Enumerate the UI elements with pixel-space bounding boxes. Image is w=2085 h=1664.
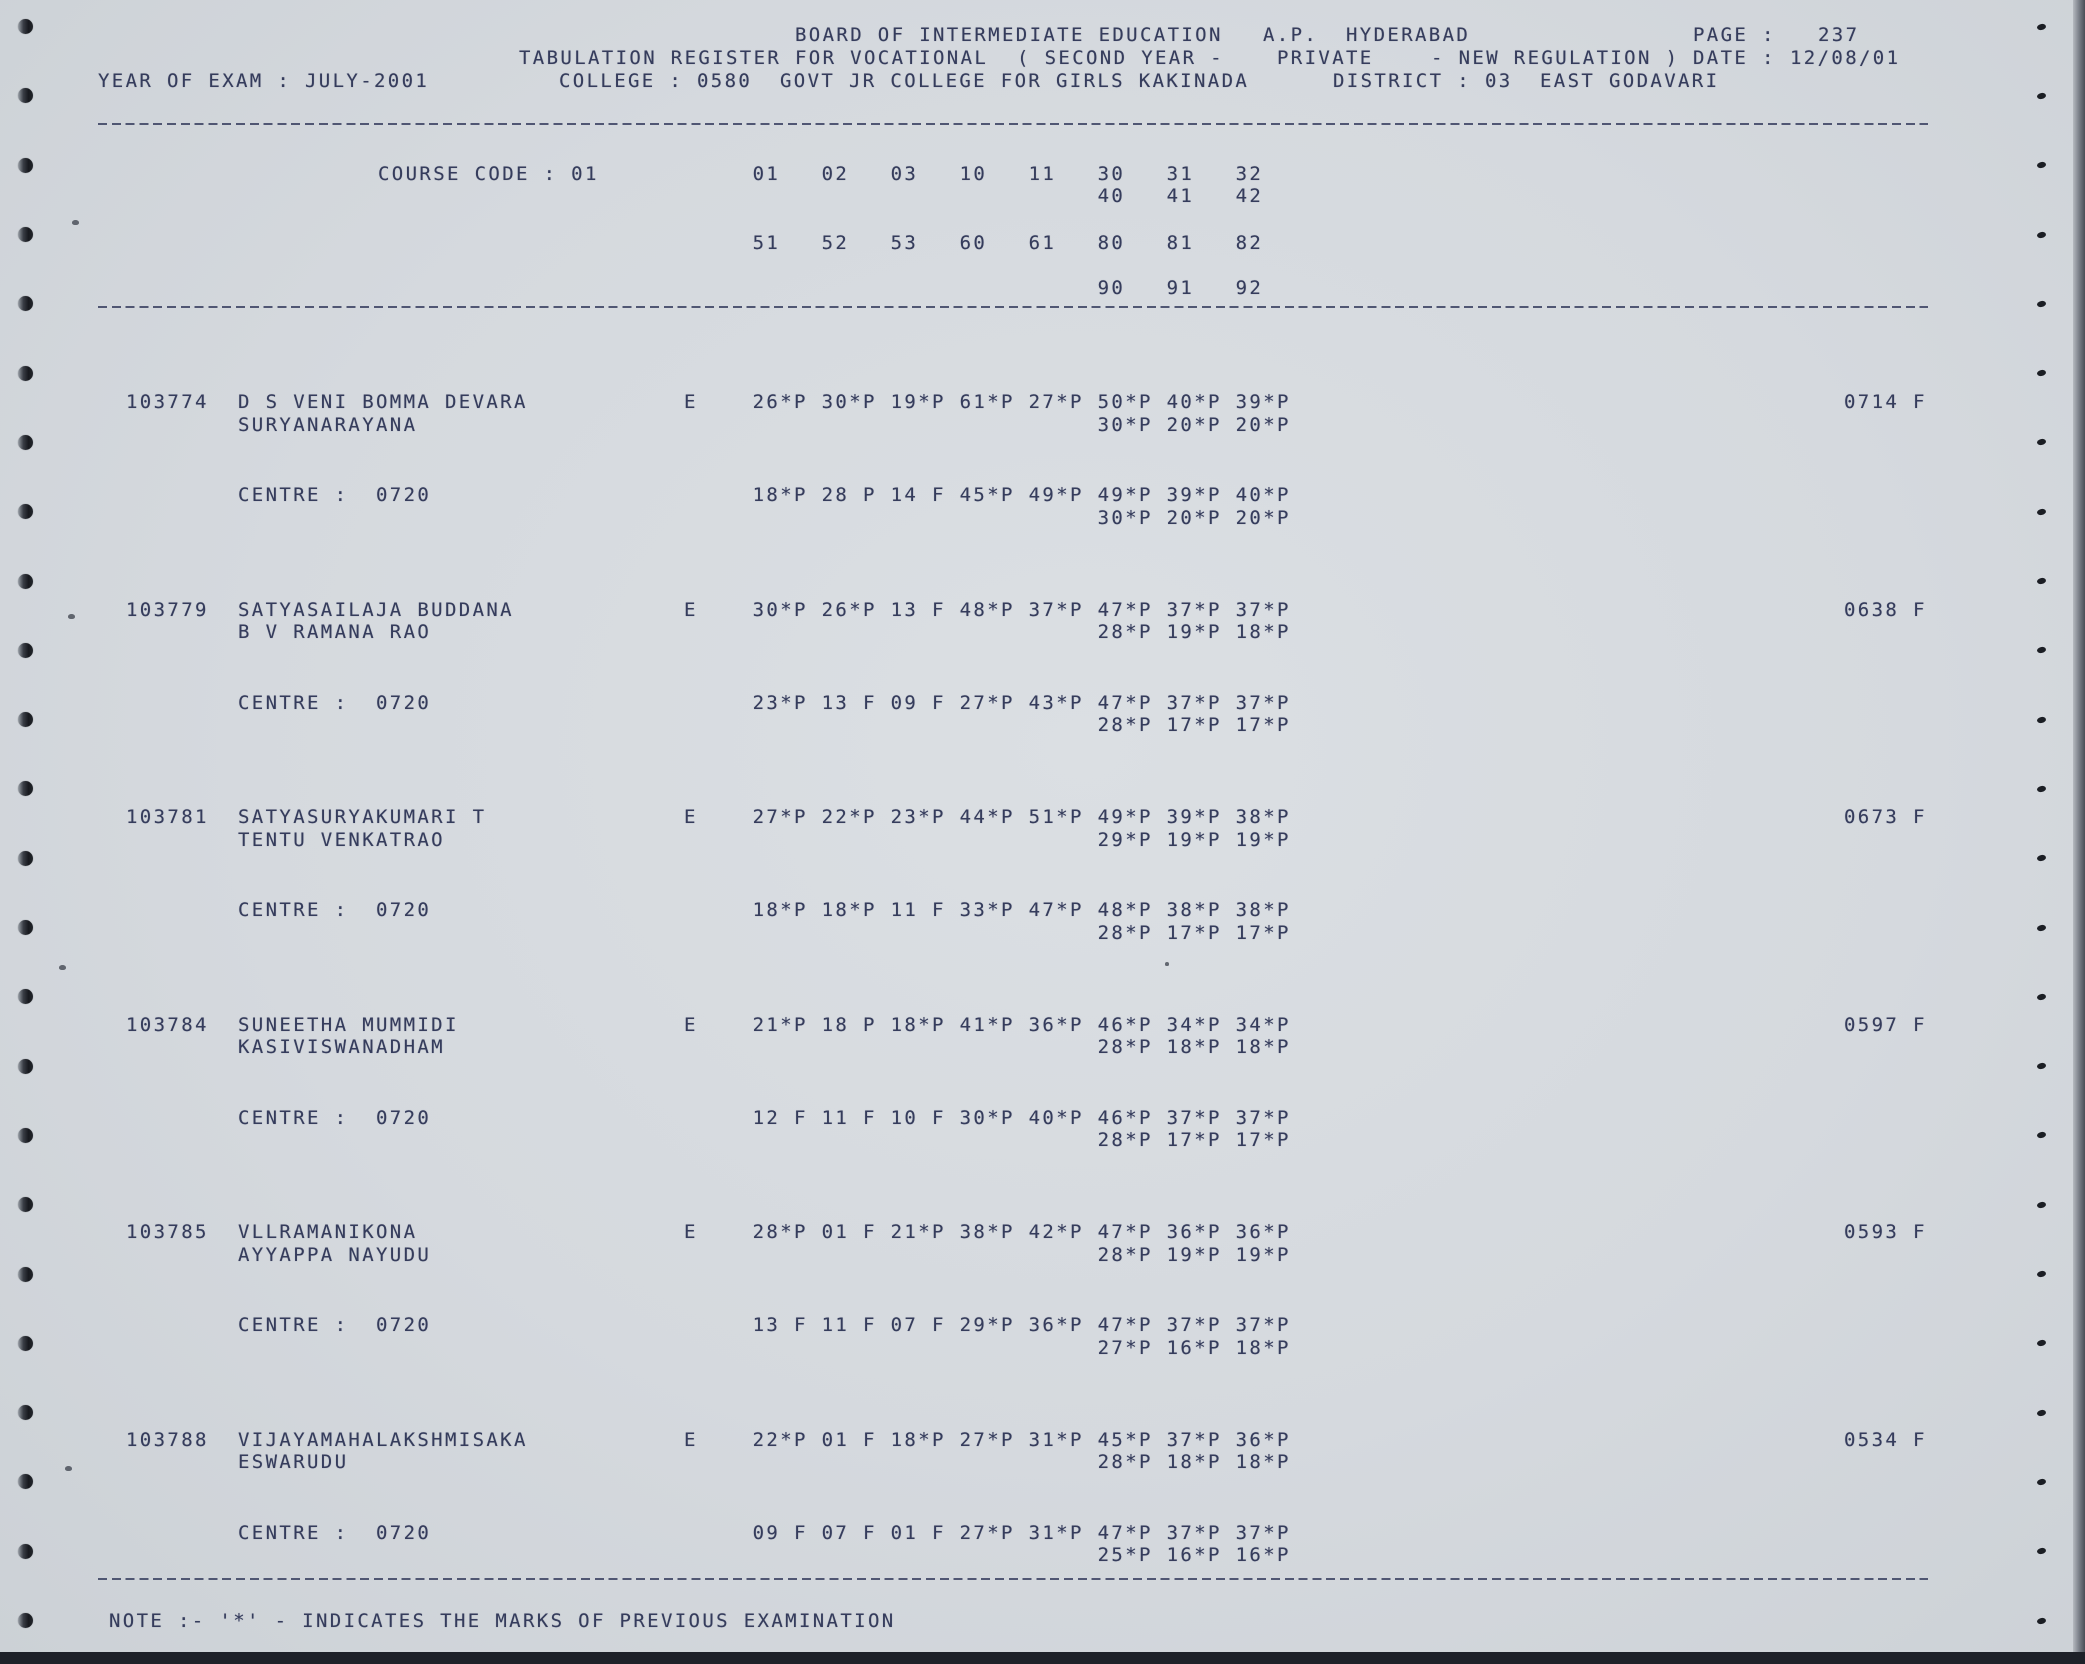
- page-number: 237: [1818, 24, 1860, 46]
- college-code: 0580: [697, 70, 753, 92]
- mark-cell: 30*P: [821, 391, 877, 413]
- mark-cell: 37*P: [1166, 1314, 1222, 1337]
- tractor-hole: [18, 366, 33, 381]
- mark-cell: 38*P: [959, 1221, 1015, 1243]
- mark-cell: 28*P: [1097, 1451, 1153, 1474]
- mark-cell: 44*P: [959, 806, 1015, 828]
- tractor-hole: [18, 1197, 33, 1212]
- total-marks: 0534: [1844, 1428, 1900, 1451]
- mark-cell: 41*P: [959, 1013, 1015, 1036]
- candidate-name-line: SUNEETHA MUMMIDI: [238, 1013, 459, 1036]
- subject-code: 01: [752, 163, 781, 185]
- mark-cell: 20*P: [1166, 506, 1222, 529]
- mark-cell: 18*P: [1235, 1036, 1291, 1059]
- dashed-divider: [98, 306, 1928, 308]
- mark-cell: 30*P: [959, 1106, 1015, 1129]
- result-code: F: [1913, 806, 1927, 828]
- mark-cell: 27*P: [1028, 391, 1084, 413]
- college-name: GOVT JR COLLEGE FOR GIRLS KAKINADA: [780, 70, 1250, 92]
- feed-mark: [2036, 161, 2046, 169]
- mark-cell: 18*P: [752, 899, 808, 922]
- mark-cell: 38*P: [1235, 899, 1291, 922]
- total-marks: 0593: [1844, 1221, 1900, 1243]
- mark-cell: 40*P: [1028, 1106, 1084, 1129]
- subject-code: 92: [1235, 277, 1264, 299]
- result-code: F: [1913, 1013, 1927, 1036]
- mark-cell: 45*P: [959, 484, 1015, 507]
- board-title: BOARD OF INTERMEDIATE EDUCATION: [795, 24, 1223, 46]
- paper-right-edge: [2073, 0, 2085, 1664]
- mark-cell: 49*P: [1097, 806, 1153, 828]
- subject-code: 51: [752, 232, 781, 254]
- result-code: F: [1913, 598, 1927, 621]
- subject-code: 31: [1166, 163, 1195, 185]
- mark-cell: 49*P: [1097, 484, 1153, 507]
- feed-mark: [2036, 1409, 2046, 1417]
- subject-code: 03: [890, 163, 919, 185]
- mark-cell: 23*P: [752, 691, 808, 714]
- mark-cell: 01 F: [821, 1428, 877, 1451]
- candidate-name-line: SATYASAILAJA BUDDANA: [238, 598, 514, 621]
- mark-cell: 28*P: [752, 1221, 808, 1243]
- category-code: E: [684, 598, 698, 621]
- mark-cell: 40*P: [1235, 484, 1291, 507]
- mark-cell: 18*P: [1235, 621, 1291, 644]
- category-code: E: [684, 1221, 698, 1243]
- mark-cell: 37*P: [1166, 1428, 1222, 1451]
- candidate-name-line: ESWARUDU: [238, 1451, 349, 1474]
- city-name: HYDERABAD: [1346, 24, 1471, 46]
- mark-cell: 19*P: [890, 391, 946, 413]
- mark-cell: 28*P: [1097, 921, 1153, 944]
- mark-cell: 17*P: [1235, 921, 1291, 944]
- mark-cell: 17*P: [1166, 714, 1222, 737]
- mark-cell: 21*P: [890, 1221, 946, 1243]
- mark-cell: 27*P: [959, 1521, 1015, 1544]
- centre-code: 0720: [376, 899, 432, 922]
- subject-code: 52: [821, 232, 850, 254]
- feed-mark: [2036, 785, 2046, 793]
- feed-mark: [2036, 1617, 2046, 1625]
- mark-cell: 28*P: [1097, 621, 1153, 644]
- subject-code: 02: [821, 163, 850, 185]
- mark-cell: 17*P: [1235, 714, 1291, 737]
- centre-code: 0720: [376, 1106, 432, 1129]
- mark-cell: 09 F: [752, 1521, 808, 1544]
- centre-code: 0720: [376, 1314, 432, 1337]
- tractor-hole: [18, 19, 33, 34]
- mark-cell: 11 F: [821, 1314, 877, 1337]
- feed-mark: [2036, 993, 2046, 1001]
- exam-year: JULY-2001: [305, 70, 430, 92]
- candidate-name-line: KASIVISWANADHAM: [238, 1036, 445, 1059]
- mark-cell: 37*P: [1235, 1106, 1291, 1129]
- tractor-hole: [18, 88, 33, 103]
- mark-cell: 37*P: [1166, 1521, 1222, 1544]
- candidate-name-line: SATYASURYAKUMARI T: [238, 806, 487, 828]
- mark-cell: 01 F: [821, 1221, 877, 1243]
- mark-cell: 21*P: [752, 1013, 808, 1036]
- mark-cell: 47*P: [1097, 1221, 1153, 1243]
- candidate-id: 103785: [126, 1221, 209, 1243]
- centre-label: CENTRE :: [238, 1521, 349, 1544]
- centre-code: 0720: [376, 691, 432, 714]
- total-marks: 0714: [1844, 391, 1900, 413]
- mark-cell: 18 P: [821, 1013, 877, 1036]
- candidate-name-line: TENTU VENKATRAO: [238, 828, 445, 851]
- mark-cell: 37*P: [1235, 691, 1291, 714]
- mark-cell: 27*P: [959, 1428, 1015, 1451]
- candidate-name-line: VLLRAMANIKONA: [238, 1221, 418, 1243]
- mark-cell: 13 F: [821, 691, 877, 714]
- district-code: 03: [1485, 70, 1513, 92]
- mark-cell: 11 F: [890, 899, 946, 922]
- mark-cell: 37*P: [1235, 598, 1291, 621]
- mark-cell: 22*P: [752, 1428, 808, 1451]
- mark-cell: 31*P: [1028, 1521, 1084, 1544]
- feed-mark: [2036, 1201, 2046, 1209]
- subject-code: 80: [1097, 232, 1126, 254]
- mark-cell: 39*P: [1235, 391, 1291, 413]
- mark-cell: 51*P: [1028, 806, 1084, 828]
- subject-code: 32: [1235, 163, 1264, 185]
- scanner-bottom-edge: [0, 1652, 2085, 1664]
- mark-cell: 07 F: [821, 1521, 877, 1544]
- tractor-hole: [18, 989, 33, 1004]
- candidate-name-line: B V RAMANA RAO: [238, 621, 432, 644]
- candidate-id: 103784: [126, 1013, 209, 1036]
- mark-cell: 48*P: [959, 598, 1015, 621]
- mark-cell: 43*P: [1028, 691, 1084, 714]
- subject-code: 61: [1028, 232, 1057, 254]
- candidate-record: [0, 807, 2085, 947]
- mark-cell: 17*P: [1235, 1129, 1291, 1152]
- mark-cell: 19*P: [1166, 621, 1222, 644]
- mark-cell: 48*P: [1097, 899, 1153, 922]
- candidate-record: [0, 392, 2085, 532]
- mark-cell: 13 F: [752, 1314, 808, 1337]
- mark-cell: 36*P: [1235, 1428, 1291, 1451]
- candidate-type: PRIVATE: [1277, 47, 1374, 69]
- mark-cell: 01 F: [890, 1521, 946, 1544]
- result-code: F: [1913, 1428, 1927, 1451]
- tractor-hole: [18, 1613, 33, 1628]
- page-label: PAGE :: [1693, 24, 1776, 46]
- mark-cell: 11 F: [821, 1106, 877, 1129]
- mark-cell: 23*P: [890, 806, 946, 828]
- mark-cell: 47*P: [1097, 598, 1153, 621]
- mark-cell: 26*P: [752, 391, 808, 413]
- mark-cell: 47*P: [1097, 1521, 1153, 1544]
- candidate-name-line: VIJAYAMAHALAKSHMISAKA: [238, 1428, 528, 1451]
- subject-code: 40: [1097, 185, 1126, 207]
- mark-cell: 36*P: [1028, 1013, 1084, 1036]
- mark-cell: 27*P: [959, 691, 1015, 714]
- mark-cell: 13 F: [890, 598, 946, 621]
- mark-cell: 18*P: [752, 484, 808, 507]
- subject-code: 82: [1235, 232, 1264, 254]
- state-code: A.P.: [1263, 24, 1319, 46]
- mark-cell: 18*P: [821, 899, 877, 922]
- district-name: EAST GODAVARI: [1540, 70, 1720, 92]
- mark-cell: 37*P: [1235, 1521, 1291, 1544]
- print-date: 12/08/01: [1790, 47, 1901, 69]
- mark-cell: 61*P: [959, 391, 1015, 413]
- category-code: E: [684, 391, 698, 413]
- candidate-name-line: SURYANARAYANA: [238, 413, 418, 436]
- feed-mark: [2036, 369, 2046, 377]
- centre-code: 0720: [376, 484, 432, 507]
- mark-cell: 36*P: [1235, 1221, 1291, 1243]
- centre-label: CENTRE :: [238, 1314, 349, 1337]
- candidate-id: 103781: [126, 806, 209, 828]
- category-code: E: [684, 1013, 698, 1036]
- mark-cell: 45*P: [1097, 1428, 1153, 1451]
- mark-cell: 29*P: [959, 1314, 1015, 1337]
- category-code: E: [684, 1428, 698, 1451]
- feed-mark: [2036, 300, 2046, 308]
- speck: [1165, 962, 1169, 966]
- feed-mark: [2036, 23, 2046, 31]
- mark-cell: 18*P: [890, 1428, 946, 1451]
- mark-cell: 47*P: [1097, 1314, 1153, 1337]
- mark-cell: 19*P: [1235, 1243, 1291, 1266]
- mark-cell: 46*P: [1097, 1013, 1153, 1036]
- tractor-hole: [18, 574, 33, 589]
- regulation: - NEW REGULATION ): [1431, 47, 1680, 69]
- subject-code: 53: [890, 232, 919, 254]
- feed-mark: [2036, 577, 2046, 585]
- mark-cell: 19*P: [1166, 828, 1222, 851]
- candidate-record: [0, 600, 2085, 740]
- mark-cell: 36*P: [1028, 1314, 1084, 1337]
- mark-cell: 18*P: [1166, 1451, 1222, 1474]
- total-marks: 0597: [1844, 1013, 1900, 1036]
- mark-cell: 14 F: [890, 484, 946, 507]
- mark-cell: 40*P: [1166, 391, 1222, 413]
- result-code: F: [1913, 391, 1927, 413]
- mark-cell: 19*P: [1235, 828, 1291, 851]
- subject-code: 10: [959, 163, 988, 185]
- mark-cell: 18*P: [1166, 1036, 1222, 1059]
- candidate-id: 103774: [126, 391, 209, 413]
- mark-cell: 28 P: [821, 484, 877, 507]
- mark-cell: 27*P: [752, 806, 808, 828]
- feed-mark: [2036, 92, 2046, 100]
- centre-label: CENTRE :: [238, 899, 349, 922]
- mark-cell: 39*P: [1166, 484, 1222, 507]
- subject-code: 91: [1166, 277, 1195, 299]
- subject-code: 41: [1166, 185, 1195, 207]
- centre-label: CENTRE :: [238, 484, 349, 507]
- candidate-id: 103779: [126, 598, 209, 621]
- mark-cell: 17*P: [1166, 921, 1222, 944]
- mark-cell: 39*P: [1166, 806, 1222, 828]
- year-part: ( SECOND YEAR -: [1017, 47, 1224, 69]
- mark-cell: 49*P: [1028, 484, 1084, 507]
- course-code-label: COURSE CODE : 01: [378, 163, 599, 185]
- mark-cell: 18*P: [1235, 1451, 1291, 1474]
- mark-cell: 20*P: [1166, 413, 1222, 436]
- mark-cell: 17*P: [1166, 1129, 1222, 1152]
- category-code: E: [684, 806, 698, 828]
- mark-cell: 50*P: [1097, 391, 1153, 413]
- mark-cell: 18*P: [890, 1013, 946, 1036]
- centre-code: 0720: [376, 1521, 432, 1544]
- footer-note: NOTE :- '*' - INDICATES THE MARKS OF PREVIOUS EXAMINATION: [109, 1610, 896, 1632]
- mark-cell: 16*P: [1166, 1336, 1222, 1359]
- mark-cell: 30*P: [752, 598, 808, 621]
- candidate-record: [0, 1222, 2085, 1362]
- mark-cell: 38*P: [1166, 899, 1222, 922]
- mark-cell: 07 F: [890, 1314, 946, 1337]
- candidate-id: 103788: [126, 1428, 209, 1451]
- mark-cell: 28*P: [1097, 1129, 1153, 1152]
- mark-cell: 27*P: [1097, 1336, 1153, 1359]
- register-title: TABULATION REGISTER FOR VOCATIONAL: [519, 47, 989, 69]
- college-label: COLLEGE :: [559, 70, 684, 92]
- mark-cell: 31*P: [1028, 1428, 1084, 1451]
- speck: [72, 220, 79, 225]
- tractor-hole: [18, 227, 33, 242]
- mark-cell: 37*P: [1235, 1314, 1291, 1337]
- dashed-divider: [98, 1578, 1928, 1580]
- mark-cell: 09 F: [890, 691, 946, 714]
- mark-cell: 22*P: [821, 806, 877, 828]
- mark-cell: 42*P: [1028, 1221, 1084, 1243]
- total-marks: 0638: [1844, 598, 1900, 621]
- mark-cell: 37*P: [1166, 691, 1222, 714]
- mark-cell: 29*P: [1097, 828, 1153, 851]
- feed-mark: [2036, 231, 2046, 239]
- mark-cell: 30*P: [1097, 413, 1153, 436]
- candidate-record: [0, 1015, 2085, 1155]
- candidate-name-line: AYYAPPA NAYUDU: [238, 1243, 432, 1266]
- dashed-divider: [98, 123, 1928, 125]
- district-label: DISTRICT :: [1333, 70, 1471, 92]
- subject-code: 30: [1097, 163, 1126, 185]
- exam-year-label: YEAR OF EXAM :: [98, 70, 292, 92]
- mark-cell: 28*P: [1097, 1036, 1153, 1059]
- tractor-hole: [18, 296, 33, 311]
- tractor-hole: [18, 781, 33, 796]
- mark-cell: 16*P: [1235, 1544, 1291, 1567]
- subject-code: 90: [1097, 277, 1126, 299]
- candidate-record: [0, 1430, 2085, 1570]
- speck: [59, 965, 66, 970]
- subject-code: 60: [959, 232, 988, 254]
- subject-code: 11: [1028, 163, 1057, 185]
- mark-cell: 16*P: [1166, 1544, 1222, 1567]
- mark-cell: 10 F: [890, 1106, 946, 1129]
- mark-cell: 36*P: [1166, 1221, 1222, 1243]
- mark-cell: 37*P: [1028, 598, 1084, 621]
- date-label: DATE :: [1693, 47, 1776, 69]
- mark-cell: 28*P: [1097, 714, 1153, 737]
- total-marks: 0673: [1844, 806, 1900, 828]
- mark-cell: 33*P: [959, 899, 1015, 922]
- mark-cell: 34*P: [1166, 1013, 1222, 1036]
- subject-code: 42: [1235, 185, 1264, 207]
- candidate-name-line: D S VENI BOMMA DEVARA: [238, 391, 528, 413]
- mark-cell: 28*P: [1097, 1243, 1153, 1266]
- mark-cell: 47*P: [1097, 691, 1153, 714]
- mark-cell: 26*P: [821, 598, 877, 621]
- mark-cell: 38*P: [1235, 806, 1291, 828]
- mark-cell: 18*P: [1235, 1336, 1291, 1359]
- mark-cell: 34*P: [1235, 1013, 1291, 1036]
- mark-cell: 37*P: [1166, 1106, 1222, 1129]
- tractor-hole: [18, 1405, 33, 1420]
- mark-cell: 12 F: [752, 1106, 808, 1129]
- mark-cell: 20*P: [1235, 506, 1291, 529]
- mark-cell: 46*P: [1097, 1106, 1153, 1129]
- mark-cell: 19*P: [1166, 1243, 1222, 1266]
- subject-code: 81: [1166, 232, 1195, 254]
- centre-label: CENTRE :: [238, 691, 349, 714]
- centre-label: CENTRE :: [238, 1106, 349, 1129]
- mark-cell: 25*P: [1097, 1544, 1153, 1567]
- tractor-hole: [18, 158, 33, 173]
- result-code: F: [1913, 1221, 1927, 1243]
- mark-cell: 20*P: [1235, 413, 1291, 436]
- mark-cell: 30*P: [1097, 506, 1153, 529]
- mark-cell: 47*P: [1028, 899, 1084, 922]
- mark-cell: 37*P: [1166, 598, 1222, 621]
